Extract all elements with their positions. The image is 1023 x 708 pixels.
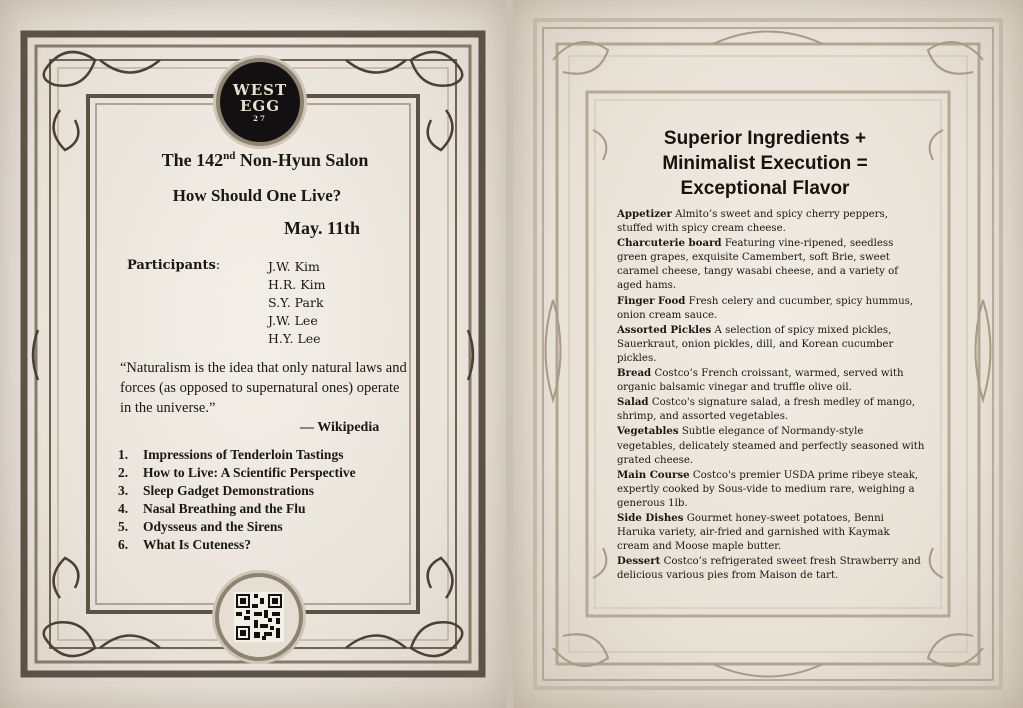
- salon-date: May. 11th: [284, 218, 361, 238]
- agenda-item: [118, 518, 356, 536]
- salon-title-prefix: The 142: [161, 150, 224, 170]
- participant: S.Y. Park: [268, 295, 324, 310]
- menu-item-name: Bread: [617, 367, 652, 380]
- agenda-text: Odysseus and the Sirens: [143, 519, 283, 534]
- menu-item: [617, 236, 925, 293]
- logo-text-egg: EGG: [239, 96, 281, 115]
- menu-item-description: Costco's signature salad, a fresh medley of mango, shrimp, and assorted vegetables.: [617, 397, 916, 423]
- menu-title-line: Exceptional Flavor: [680, 178, 850, 199]
- menu-title: [600, 126, 930, 201]
- menu-item-description: Costco's premier USDA prime ribeye steak, expertly cooked by Sous-vide to medium rare, weighing a generous 1lb.: [617, 469, 919, 509]
- qr-code[interactable]: [215, 573, 303, 661]
- agenda-text: Sleep Gadget Demonstrations: [143, 483, 314, 498]
- agenda-number: 1.: [118, 447, 129, 462]
- salon-question: How Should One Live?: [172, 186, 342, 205]
- qr-code-icon: [234, 592, 284, 642]
- menu-item-name: Side Dishes: [617, 511, 684, 524]
- agenda-number: 2.: [118, 465, 129, 480]
- participants-colon: :: [215, 258, 221, 273]
- agenda-list: [118, 446, 356, 554]
- menu-title-line: Superior Ingredients +: [663, 128, 867, 149]
- menu-item-name: Assorted Pickles: [617, 323, 712, 336]
- menu-item-description: Gourmet honey-sweet potatoes, Benni Haruka variety, air-fried and garnished with Kaymak cream and Moose maple butter.: [617, 512, 890, 553]
- menu-item: [617, 366, 925, 395]
- menu-item: [617, 468, 925, 511]
- menu-item-name: Finger Food: [617, 294, 686, 307]
- menu-item: [617, 323, 925, 366]
- logo-text-west: WEST: [232, 80, 288, 99]
- west-egg-logo: [216, 58, 304, 146]
- menu-item: [617, 294, 925, 323]
- naturalism-quote: “Naturalism is the idea that only natural laws and forces (as opposed to supernatural ones) operate in the universe.”: [120, 360, 407, 416]
- menu-item-name: Vegetables: [617, 425, 679, 438]
- participants-list: [268, 258, 325, 348]
- agenda-item: [118, 500, 356, 518]
- card-gap: [506, 0, 513, 708]
- menu-item-description: Featuring vine-ripened, seedless green grapes, exquisite Camembert, soft Brie, sweet caramel cheese, tangy wasabi cheese, and a variety of aged hams.: [617, 238, 899, 292]
- quote-source: — Wikipedia: [300, 420, 380, 435]
- menu-item-description: Subtle elegance of Normandy-style vegetables, delicately steamed and perfectly seasoned with grated cheese.: [617, 426, 925, 466]
- menu-list: [617, 207, 925, 583]
- agenda-number: 3.: [118, 483, 129, 498]
- menu-item: [617, 424, 925, 467]
- agenda-text: How to Live: A Scientific Perspective: [143, 465, 356, 480]
- menu-item: [617, 554, 925, 583]
- menu-item-description: Fresh celery and cucumber, spicy hummus, onion cream sauce.: [617, 295, 914, 321]
- menu-item-name: Dessert: [617, 555, 661, 568]
- participant: H.R. Kim: [268, 277, 326, 292]
- agenda-item: [118, 536, 356, 554]
- participant: H.Y. Lee: [268, 331, 321, 346]
- logo-text-number: 27: [253, 113, 267, 123]
- agenda-item: [118, 446, 356, 464]
- agenda-text: What Is Cuteness?: [143, 537, 252, 552]
- participant: J.W. Kim: [268, 259, 320, 274]
- menu-item-description: Costco’s French croissant, warmed, served with organic balsamic vinegar and truffle olive oil.: [617, 368, 904, 394]
- salon-title: [12, 150, 518, 171]
- agenda-number: 6.: [118, 537, 129, 552]
- menu-item-name: Appetizer: [617, 208, 672, 220]
- participant: J.W. Lee: [268, 313, 318, 328]
- menu-item-name: Salad: [617, 396, 649, 409]
- salon-title-ordinal: nd: [223, 150, 236, 162]
- agenda-item: [118, 482, 356, 500]
- left-invitation-card: [0, 0, 506, 708]
- agenda-text: Impressions of Tenderloin Tastings: [143, 447, 344, 462]
- menu-item: [617, 207, 925, 236]
- agenda-number: 5.: [118, 519, 129, 534]
- menu-item: [617, 395, 925, 424]
- menu-item-description: Almito’s sweet and spicy cherry peppers, stuffed with spicy cream cheese.: [617, 209, 888, 235]
- menu-item-description: A selection of spicy mixed pickles, Sauerkraut, onion pickles, dill, and Korean cucumber pickles.: [617, 324, 894, 364]
- agenda-number: 4.: [118, 501, 129, 516]
- agenda-item: [118, 464, 356, 482]
- salon-title-suffix: Non-Hyun Salon: [235, 150, 369, 170]
- menu-item-name: Charcuterie board: [617, 237, 722, 250]
- menu-title-line: Minimalist Execution =: [662, 153, 868, 174]
- participants-heading: [127, 258, 220, 273]
- menu-item: [617, 511, 925, 554]
- agenda-text: Nasal Breathing and the Flu: [143, 501, 306, 516]
- participants-label: Participants: [127, 258, 216, 273]
- menu-item-description: Costco’s refrigerated sweet fresh Strawberry and delicious various pies from Maison de tart.: [617, 556, 921, 582]
- menu-item-name: Main Course: [617, 468, 690, 481]
